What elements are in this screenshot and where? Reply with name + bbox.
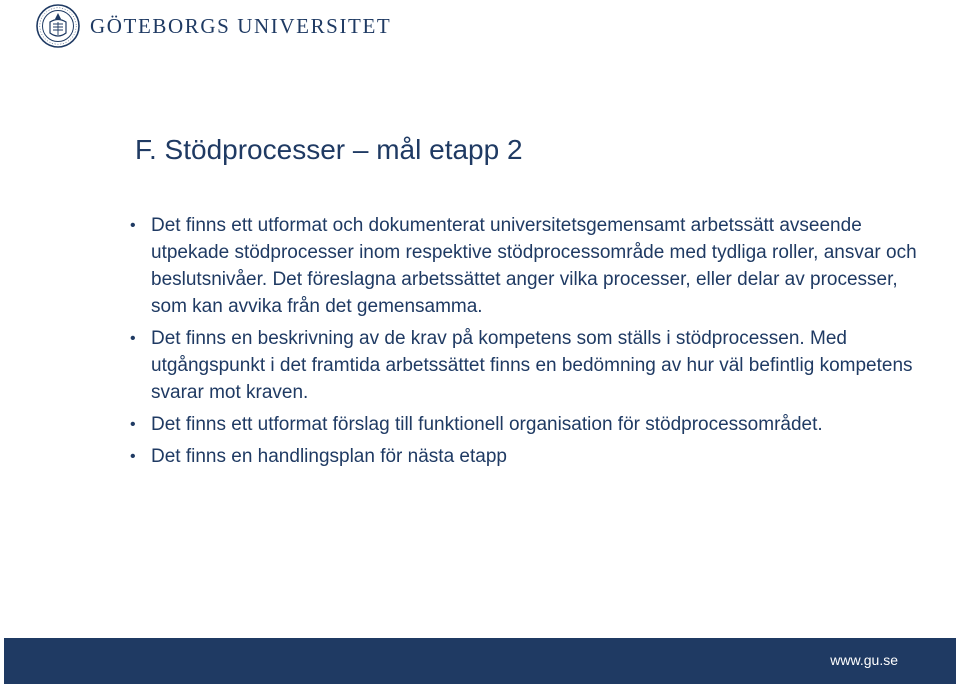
bullet-text: Det finns en handlingsplan för nästa etapp xyxy=(151,446,507,467)
list-item xyxy=(129,212,929,320)
list-item xyxy=(129,325,929,406)
brand-name: GÖTEBORGS UNIVERSITET xyxy=(90,13,392,38)
footer-bar xyxy=(4,638,956,684)
bullet-dot: • xyxy=(130,330,136,347)
header xyxy=(36,3,391,49)
bullet-text: Det finns ett utformat och dokumenterat universitetsgemensamt arbetssätt avseende utpekade stödprocesser inom respektive stödprocessområde med tydliga roller, ansvar och beslutsnivåer. Det föreslagna arbetssättet anger vilka processer, eller delar av processer, som kan avvika från det gemensamma. xyxy=(151,215,917,317)
university-seal-icon xyxy=(36,4,80,48)
bullet-list xyxy=(129,212,929,475)
slide-title: F. Stödprocesser – mål etapp 2 xyxy=(135,134,523,165)
list-item xyxy=(129,411,929,438)
bullet-dot: • xyxy=(130,448,136,465)
bullet-text: Det finns en beskrivning av de krav på kompetens som ställs i stödprocessen. Med utgångspunkt i det framtida arbetssättet finns en bedömning av hur väl befintlig kompetens svarar mot kraven. xyxy=(151,328,913,403)
list-item xyxy=(129,443,929,470)
bullet-dot: • xyxy=(130,416,136,433)
footer-url: www.gu.se xyxy=(830,652,898,668)
bullet-text: Det finns ett utformat förslag till funktionell organisation för stödprocessområdet. xyxy=(151,414,823,435)
bullet-dot: • xyxy=(130,217,136,234)
